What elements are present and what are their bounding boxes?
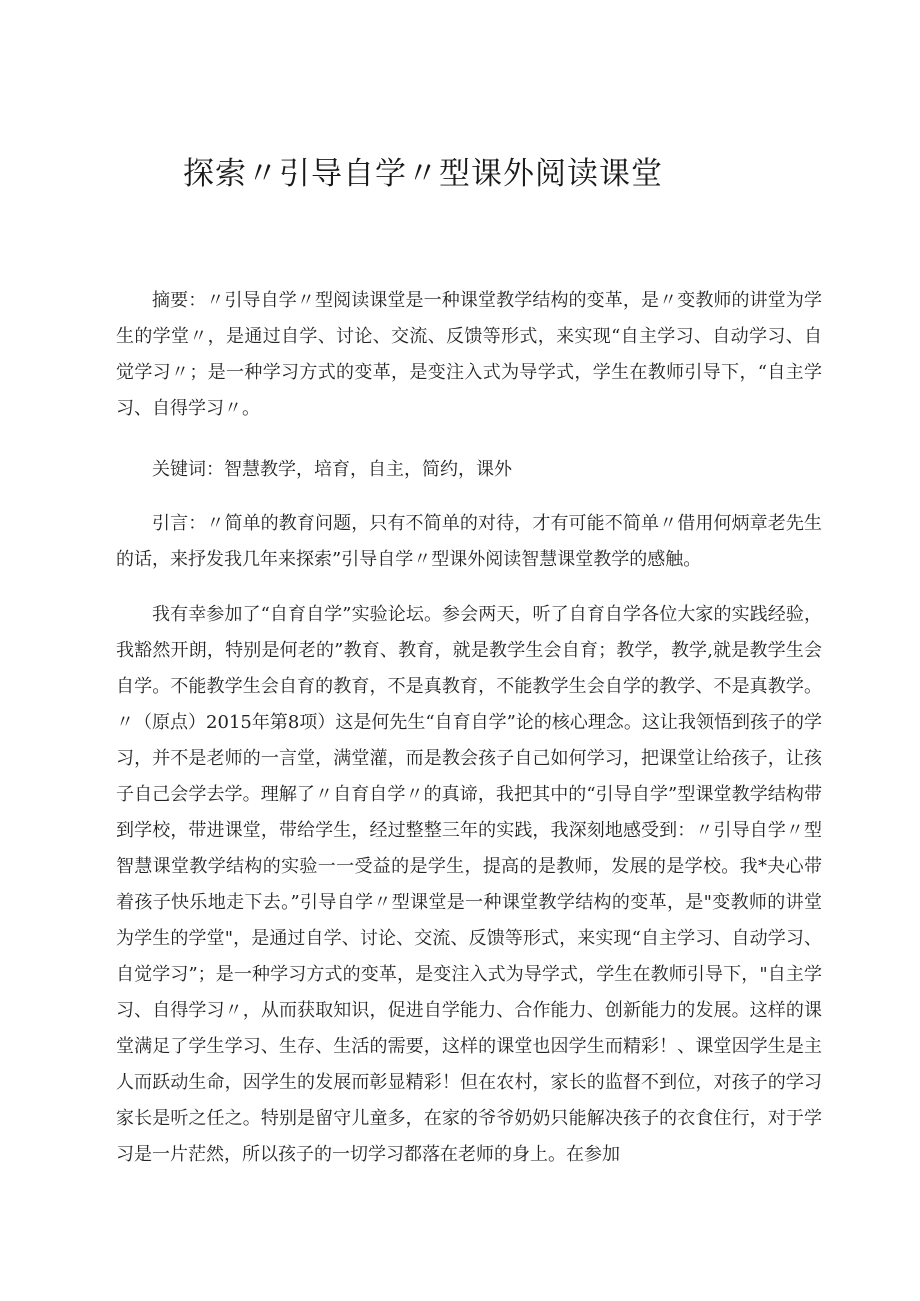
document-title: 探索〃引导自学〃型课外阅读课堂 [183,156,663,192]
abstract-paragraph: 摘要：〃引导自学〃型阅读课堂是一种课堂教学结构的变革，是〃变教师的讲堂为学生的学堂〃，是通过自学、讨论、交流、反馈等形式，来实现“自主学习、自动学习、自觉学习〃；是一种学习方式的变革，是变注入式为导学式，学生在教师引导下，“自主学习、自得学习〃。 [116,290,822,419]
keywords-paragraph: 关键词：智慧教学，培育，自主，简约，课外 [152,459,512,480]
introduction-paragraph: 引言：〃简单的教育问题，只有不简单的对待，才有可能不简单〃借用何炳章老先生的话，来抒发我几年来探索”引导自学〃型课外阅读智慧课堂教学的感触。 [116,513,822,570]
body-paragraph: 我有幸参加了“自育自学”实验论坛。参会两天，听了自育自学各位大家的实践经验，我豁然开朗，特别是何老的”教育、教育，就是教学生会自育；教学，教学,就是教学生会自学。不能教学生会自育的教育，不是真教育，不能教学生会自学的教学、不是真教学。〃（原点）2015年第8项）这是何先生“自育自学”论的核心理念。这让我领悟到孩子的学习，并不是老师的一言堂，满堂灌，而是教会孩子自己如何学习，把课堂让给孩子，让孩子自己会学去学。理解了〃自育自学〃的真谛，我把其中的“引导自学”型课堂教学结构带到学校，带进课堂，带给学生，经过整整三年的实践，我深刻地感受到：〃引导自学〃型智慧课堂教学结构的实验一一受益的是学生，提高的是教师，发展的是学校。我*夬心带着孩子快乐地走下去。”引导自学〃型课堂是一种课堂教学结构的变革，是"变教师的讲堂为学生的学堂"，是通过自学、讨论、交流、反馈等形式，来实现“自主学习、自动学习、自觉学习”；是一种学习方式的变革，是变注入式为导学式，学生在教师引导下，"自主学习、自得学习〃，从而获取知识，促进自学能力、合作能力、创新能力的发展。这样的课堂满足了学生学习、生存、生活的需要，这样的课堂也因学生而精彩！、课堂因学生是主人而跃动生命，因学生的发展而彰显精彩！但在农村，家长的监督不到位，对孩子的学习家长是听之任之。特别是留守儿童多，在家的爷爷奶奶只能解决孩子的衣食住行，对于学习是一片茫然，所以孩子的一切学习都落在老师的身上。在参加 [116,604,822,1165]
